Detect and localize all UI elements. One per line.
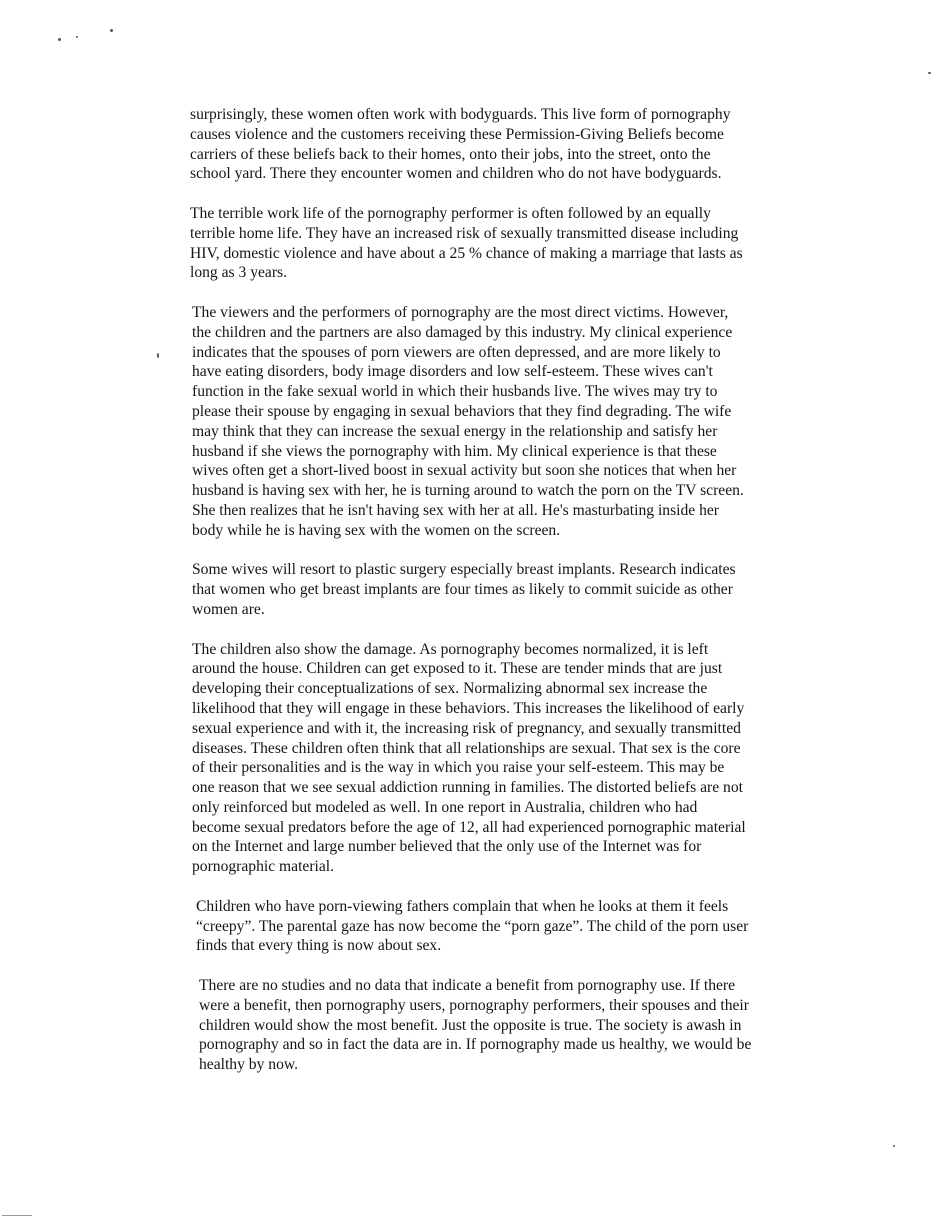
scan-speck <box>928 72 931 74</box>
scan-speck <box>157 353 159 358</box>
scan-speck <box>110 29 113 32</box>
scan-speck <box>58 38 61 41</box>
paragraph-bodyguards: surprisingly, these women often work with bodyguards. This live form of pornography causes violence and the customers receiving these Permission-Giving Beliefs become carriers of these beliefs back to their homes, onto their jobs, into the street, onto the school yard. There they encounter women and children who do not have bodyguards. <box>190 106 731 183</box>
paragraph-no-benefit: There are no studies and no data that indicate a benefit from pornography use. If there were a benefit, then pornography users, pornography performers, their spouses and their children would show the most benefit. Just the opposite is true. The society is awash in pornography and so in fact the data are in. If pornography made us healthy, we would be healthy by now. <box>199 977 752 1074</box>
scan-speck <box>76 36 78 38</box>
document-body <box>190 105 815 1095</box>
paragraph-porn-gaze: Children who have porn-viewing fathers complain that when he looks at them it feels “creepy”. The parental gaze has now become the “porn gaze”. The child of the porn user finds that every thing is now about sex. <box>196 897 749 955</box>
scan-speck <box>2 1215 32 1216</box>
scan-speck <box>893 1145 895 1147</box>
paragraph-children-damage: The children also show the damage. As pornography becomes normalized, it is left around the house. Children can get exposed to it. These are tender minds that are just developing their conceptualizations of sex. Normalizing abnormal sex increase the likelihood that they will engage in these behaviors. This increases the likelihood of early sexual experience and with it, the increasing risk of pregnancy, and sexually transmitted diseases. These children often think that all relationships are sexual. That sex is the core of their personalities and is the way in which you raise your self-esteem. This may be one reason that we see sexual addiction running in families. The distorted beliefs are not only reinforced but modeled as well. In one report in Australia, children who had become sexual predators before the age of 12, all had experienced pornographic material on the Internet and large number believed that the only use of the Internet was for pornographic material. <box>192 640 746 876</box>
paragraph-performer-home-life: The terrible work life of the pornography performer is often followed by an equally terrible home life. They have an increased risk of sexually transmitted disease including HIV, domestic violence and have about a 25 % chance of making a marriage that lasts as long as 3 years. <box>190 204 743 282</box>
paragraph-direct-victims: The viewers and the performers of pornography are the most direct victims. However, the children and the partners are also damaged by this industry. My clinical experience indicates that the spouses of porn viewers are often depressed, and are more likely to have eating disorders, body image disorders and low self-esteem. These wives can't function in the fake sexual world in which their husbands live. The wives may try to please their spouse by engaging in sexual behaviors that they find degrading. The wife may think that they can increase the sexual energy in the relationship and satisfy her husband if she views the pornography with him. My clinical experience is that these wives often get a short-lived boost in sexual activity but soon she notices that when her husband is having sex with her, he is turning around to watch the porn on the TV screen. She then realizes that he isn't having sex with her at all. He's masturbating inside her body while he is having sex with the women on the screen. <box>192 303 744 539</box>
paragraph-plastic-surgery: Some wives will resort to plastic surgery especially breast implants. Research indicates that women who get breast implants are four times as likely to commit suicide as other women are. <box>192 561 736 618</box>
